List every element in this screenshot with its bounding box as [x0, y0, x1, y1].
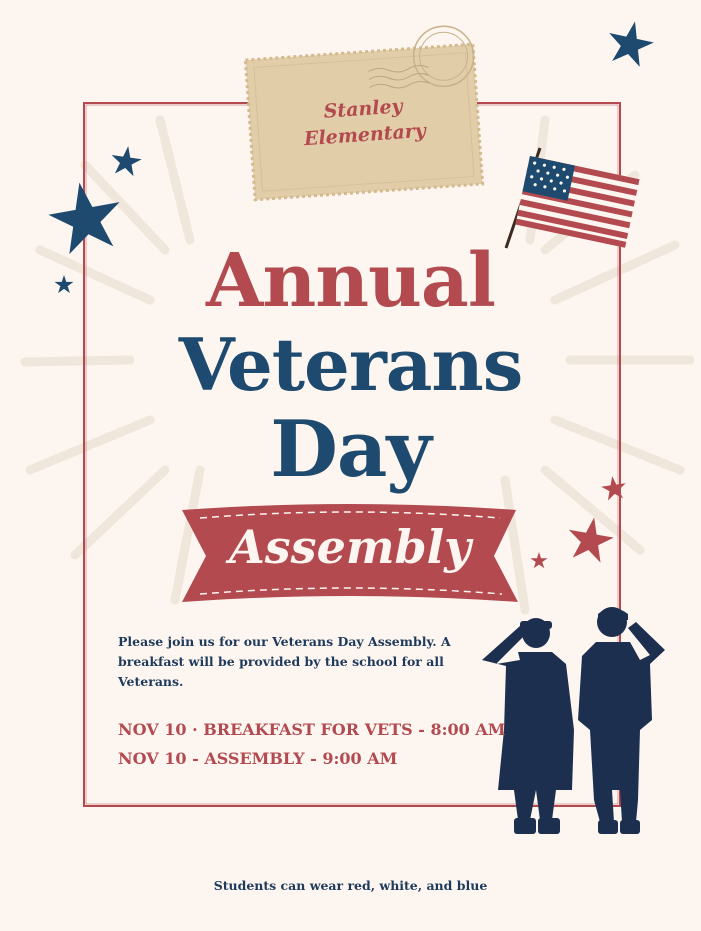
- footer-note: Students can wear red, white, and blue: [213, 878, 488, 893]
- event-assembly: NOV 10 - ASSEMBLY - 9:00 AM: [118, 749, 398, 768]
- star-icon: [604, 17, 658, 69]
- banner-label: Assembly: [229, 520, 471, 574]
- star-icon: [564, 513, 616, 564]
- school-stamp: [245, 44, 482, 200]
- star-icon: [530, 552, 547, 568]
- event-breakfast: NOV 10 · BREAKFAST FOR VETS - 8:00 AM: [118, 720, 506, 739]
- title-line-annual: Annual: [206, 238, 495, 324]
- school-name-line1: Stanley: [322, 95, 404, 123]
- school-name-line2: Elementary: [303, 119, 427, 151]
- title-line-veterans: Veterans: [178, 322, 523, 407]
- intro-text: Please join us for our Veterans Day Assembly. A breakfast will be provided by the school for all Veterans.: [118, 634, 451, 689]
- american-flag-icon: [506, 148, 640, 248]
- title-line-day: Day: [270, 404, 431, 495]
- school-name: [248, 88, 479, 156]
- star-icon: [109, 144, 143, 177]
